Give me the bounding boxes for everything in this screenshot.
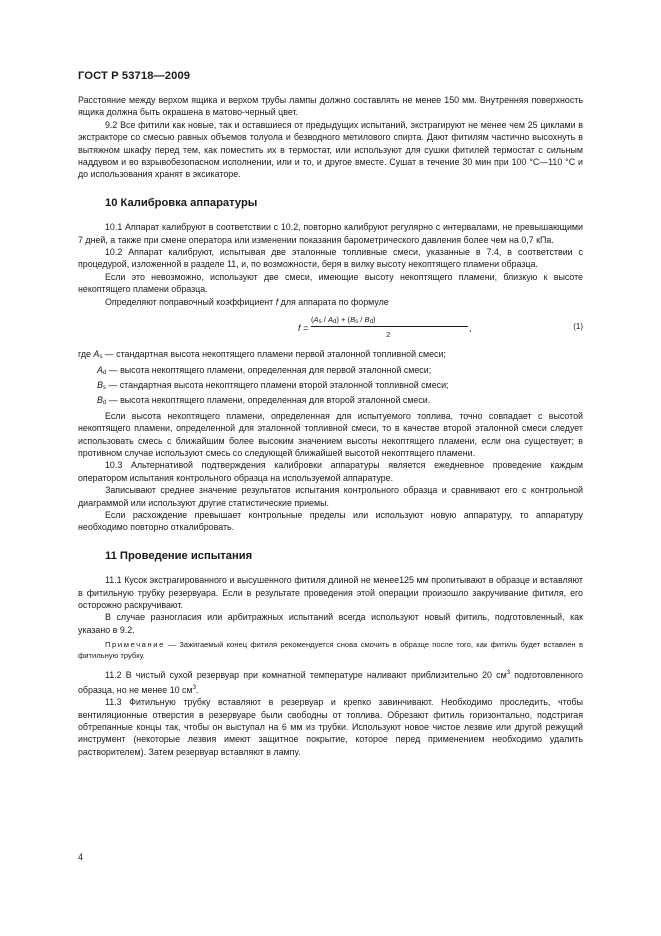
note-text: — Зажигаемый конец фитиля рекомендуется снова смочить в образце после того, как фитиль будет вставлен в фитильную трубку. [78, 640, 583, 660]
fraction-bar [311, 326, 468, 327]
paragraph-11-3: 11.3 Фитильную трубку вставляют в резервуар и крепко завинчивают. Необходимо проследить, чтобы вентиляционные отверстия в резервуаре были свободны от топлива. Обрезают фитиль горизонтально, подстригая обтрепанные концы так, чтобы он выступал на 6 мм из трубки. Используют новое чистое лезвие или другой режущий инструмент (некоторые лезвия имеют защитное покрытие, которое перед применением необходимо удалить растворителем). Затем резервуар вставляют в лампу. [78, 697, 583, 757]
formula-number: (1) [573, 322, 583, 332]
formula-numerator: $(A_s / A_d) + (B_s / B_d)$ [311, 315, 376, 326]
note [78, 640, 583, 661]
variable-f: f [275, 296, 279, 307]
paragraph-11-1: 11.1 Кусок экстрагированного и высушенного фитиля длиной не менее125 мм пропитывают в образце и вставляют в фитильную трубку резервуара. Если в результате проведения этой операции произошло закручивание фитиля, его осторожно раскручивают. [78, 575, 583, 610]
paragraph-9-1-end: Расстояние между верхом ящика и верхом трубы лампы должно составлять не менее 150 мм. Внутренняя поверхность ящика должна быть окрашена в матово-черный цвет. [78, 95, 583, 118]
document-body [78, 94, 583, 758]
paragraph-10-2-alt: Если это невозможно, используют две смеси, имеющие высоту некоптящего пламени, близкую к высоте некоптящего пламени образца. [78, 271, 583, 295]
note-label: Примечание [105, 640, 165, 650]
section-10-title: 10 Калибровка аппаратуры [105, 196, 258, 209]
formula-denominator: 2 [386, 330, 391, 340]
paragraph-11-2: 11.2 В чистый сухой резервуар при комнатной температуре наливают приблизительно 20 $см^3$ подготовленного образца, но не менее 10 $см^3$. [78, 670, 583, 695]
document-header: ГОСТ Р 53718—2009 [78, 70, 191, 82]
section-11-title: 11 Проведение испытания [105, 549, 253, 562]
paragraph-10-3: 10.3 Альтернативой подтверждения калибровки аппаратуры является ежедневное проведение каждым оператором испытания контрольного образца на используемой аппаратуре. [78, 460, 583, 483]
formula-comma: , [469, 323, 472, 334]
where-item: где $A_s$ — стандартная высота некоптящего пламени первой эталонной топливной смеси; [78, 349, 446, 361]
paragraph-10-1: 10.1 Аппарат калибруют в соответствии с 10.2, повторно калибруют регулярно с интервалами, не превышающими 7 дней, а также при смене оператора или изменении показания барометрического давления более чем на 0,7 кПа. [78, 222, 583, 245]
where-list [78, 348, 583, 410]
page-number: 4 [78, 852, 84, 862]
paragraph-11-1-dispute: В случае разногласия или арбитражных испытаний всегда используют новый фитиль, подготовленный, как указано в 9.2. [78, 612, 583, 635]
where-item: $B_s$ — стандартная высота некоптящего пламени второй эталонной топливной смеси; [97, 379, 449, 391]
formula-1 [78, 314, 583, 344]
paragraph-9-2: 9.2 Все фитили как новые, так и оставшиеся от предыдущих испытаний, экстрагируют не менее чем 25 циклами в экстракторе со смесью равных объемов толуола и безводного метилового спирта. Дают фитилям частично высохнуть в вытяжном шкафу перед тем, как поместить их в термостат, или используют для сушки фитилей термостат с сильным наддувом и во взрывобезопасном исполнении, или и то, и другое вместе. Сушат в течение 30 мин при 100 °С—110 °С и до использования хранят в эксикаторе. [78, 119, 583, 180]
paragraph-10-3-record: Записывают среднее значение результатов испытания контрольного образца и сравнивают его с контрольной диаграммой или используют другие статистические приемы. [78, 485, 583, 508]
paragraph-10-2: 10.2 Аппарат калибруют, испытывая две эталонные топливные смеси, указанные в 7.4, в соответствии с процедурой, изложенной в разделе 11, и, по возможности, беря в вилку высоту некоптящего пламени образца. [78, 247, 583, 270]
paragraph-10-3-recalibrate: Если расхождение превышает контрольные пределы или используют новую аппаратуру, то аппаратуру необходимо повторно откалибровать. [78, 509, 583, 533]
where-item: $B_d$ — высота некоптящего пламени, определенная для второй эталонной смеси. [97, 395, 431, 407]
paragraph-formula-intro: Определяют поправочный коэффициент f для аппарата по формуле [105, 296, 389, 307]
formula-lhs: f = [298, 323, 309, 334]
where-item: $A_d$ — высота некоптящего пламени, определенная для первой эталонной смеси; [97, 364, 432, 376]
paragraph-10-2-equal: Если высота некоптящего пламени, определенная для испытуемого топлива, точно совпадает с высотой некоптящего пламени, определенной для эталонной топливной смеси, то в качестве второй эталонной смеси следует использовать смесь с ближайшим более высоким значением высоты некоптящего пламени, если она существует; в противном случае используют смесь со следующей ближайшей высотой некоптящего пламени. [78, 410, 583, 458]
